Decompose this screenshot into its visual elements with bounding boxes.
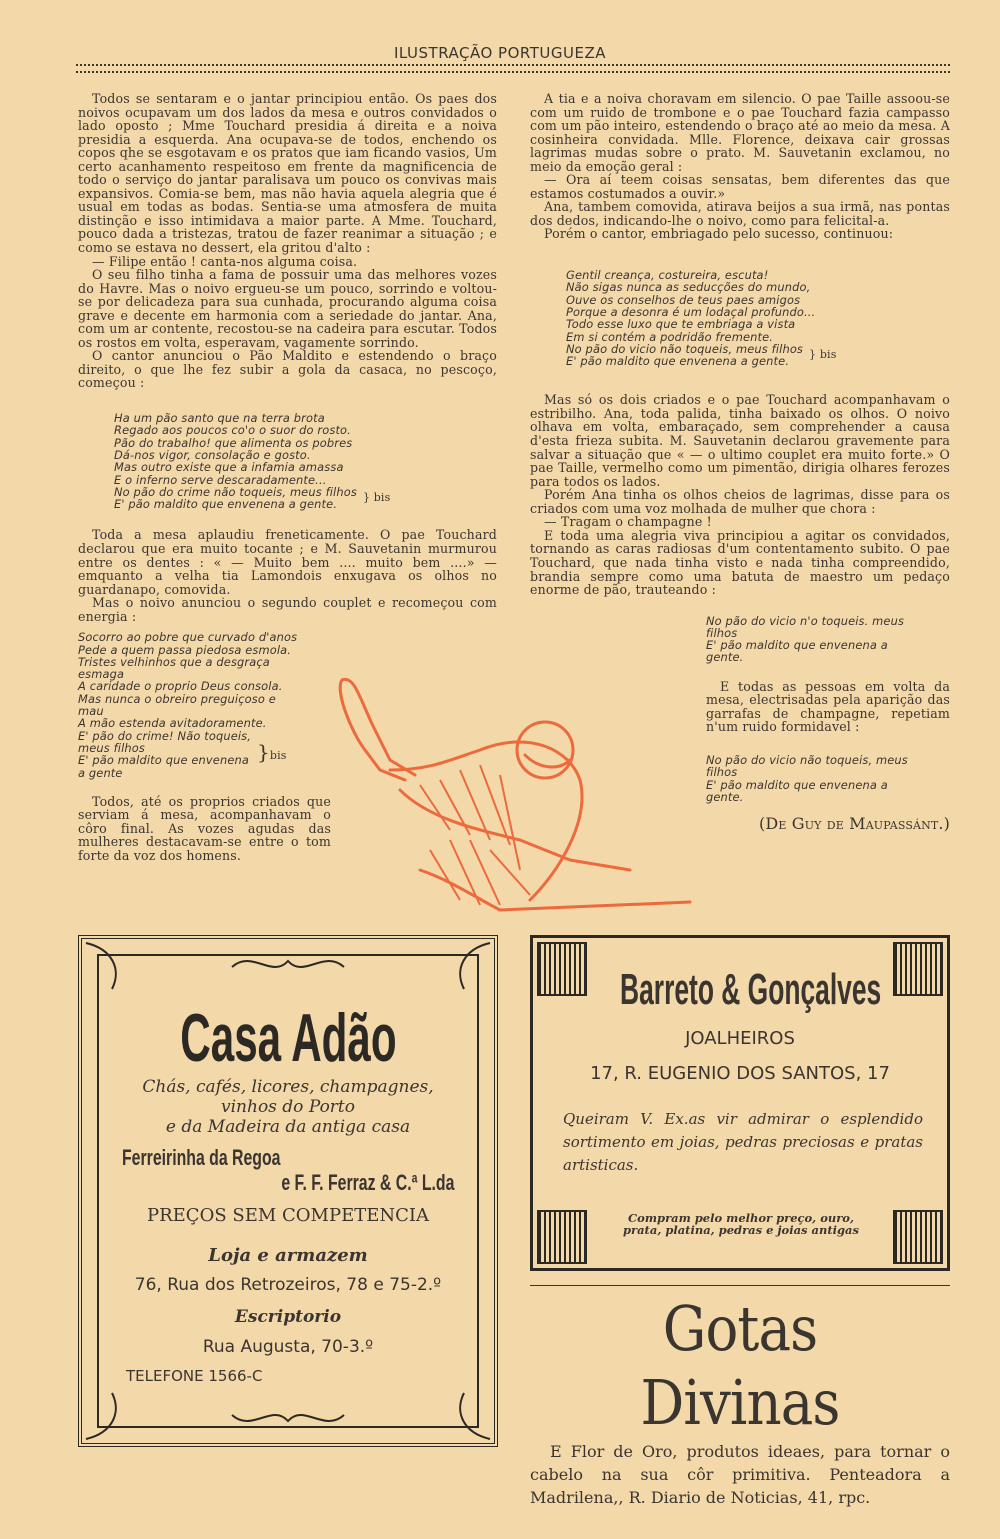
paragraph: O seu filho tinha a fama de possuir uma das melhores vozes do Havre. Mas o noivo ergueu-se um pouco, sorrindo e voltou-se por delicadeza para sua cunhada, procurando alguma coisa grave e decente em harmonia com a seriedade do jantar. Ana, com um ar contente, recostou-se na cadeira para escutar. Todos os rostos em volta, esperavam, vagamente sorrindo. xyxy=(78,267,497,350)
bis-mark: } bis xyxy=(809,347,837,361)
verse-line: Em si contém a podridão fremente. xyxy=(566,329,774,344)
ad-office-address: Rua Augusta, 70-3.º xyxy=(202,1337,374,1357)
verse-line: esmaga xyxy=(78,667,125,682)
verse-line: gente. xyxy=(706,650,744,665)
verse-line: E' pão maldito que envenena a gente. xyxy=(114,497,338,512)
ad-gotas-title: Gotas Divinas xyxy=(640,1292,840,1439)
ad-brand: Barreto & Gonçalves xyxy=(620,965,882,1014)
refrain xyxy=(566,343,950,368)
verse-line: Pão do trabalho! que alimenta os pobres xyxy=(114,435,353,450)
ad-barreto-name xyxy=(533,964,947,1015)
verse-line: No pão do vicio n'o toqueis. meus xyxy=(706,613,905,628)
raised-arm-outline xyxy=(340,680,405,780)
verse-line: Ha um pão santo que na terra brota xyxy=(114,411,325,426)
paragraph: Porém o cantor, embriagado pelo sucesso, continuou: xyxy=(544,226,894,242)
verse-line: gente. xyxy=(706,789,744,804)
paragraph: Mas só os dois criados e o pae Touchard acompanhavam o estribilho. Ana, toda palida, tinha baixado os olhos. O noivo olhava em volta, embaraçado, sem comprehender a causa d'esta frieza subita. M. Sauvetanin declarou gravemente para salvar a situação que « — o ultimo couplet era muito forte.» O pae Taille, vermelho como um pimentão, dirigia olhares ferozes para todos os lados. xyxy=(530,392,950,489)
magazine-header: ILUSTRAÇÃO PORTUGUEZA xyxy=(394,44,606,62)
paragraph: Ana, tambem comovida, atirava beijos a sua irmã, nas pontas dos dedos, indicando-lhe o noivo, como para felicital-a. xyxy=(530,199,950,228)
ad-store-label: Loja e armazem xyxy=(208,1245,368,1266)
verse-line: meus filhos xyxy=(78,740,145,755)
verse-line: E o inferno serve descaradamente... xyxy=(114,472,327,487)
verse-line: No pão do crime não toqueis, meus filhos xyxy=(114,484,357,499)
ad-brand: Casa Adão xyxy=(179,1000,397,1076)
paragraph: O cantor anunciou o Pão Maldito e estendendo o braço direito, o que lhe fez subir a gola da casaca, no pescoço, começou : xyxy=(78,348,497,391)
ad-line: e da Madeira da antiga casa xyxy=(165,1117,411,1137)
verse-line: Gentil creança, costureira, escuta! xyxy=(566,268,769,283)
ad-barreto-goncalves xyxy=(530,935,950,1271)
verse-line: E' pão do crime! Não toqueis, xyxy=(78,728,252,743)
verse-line: E' pão maldito que envenena a xyxy=(706,638,888,653)
verse-line: Mas outro existe que a infamia amassa xyxy=(114,460,344,475)
verse-line: mau xyxy=(78,704,104,719)
ad-line: vinhos do Porto xyxy=(221,1097,355,1117)
bis-label: bis xyxy=(373,490,391,504)
verse-line: Socorro ao pobre que curvado d'anos xyxy=(78,630,298,645)
ad-firm-text: Ferreirinha da Regoa xyxy=(122,1145,281,1170)
ad-phone: TELEFONE 1566-C xyxy=(126,1367,263,1385)
paragraph: Toda a mesa aplaudiu freneticamente. O pae Touchard declarou que era muito tocante ; e M. Sauvetanin murmurou entre os dentes : « — Muito bem .... muito bem ....» — emquanto a velha tia Lamondois enxugava os olhos no guardanapo, comovida. xyxy=(78,527,497,597)
verse-5 xyxy=(706,754,950,803)
verse-1 xyxy=(114,412,497,510)
bis-label: bis xyxy=(269,749,287,763)
verse-3 xyxy=(566,269,950,367)
verse-line: No pão do vicio não toqueis, meus xyxy=(706,752,908,767)
ad-firm-1 xyxy=(122,1145,342,1171)
ad-gotas-body: E Flor de Oro, produtos ideaes, para tornar o cabelo na sua côr primitiva. Penteadora a Madrilena,, R. Diario de Noticias, 41, rpc. xyxy=(530,1442,950,1507)
ad-prices: PREÇOS SEM COMPETENCIA xyxy=(147,1205,429,1226)
ad-trade: JOALHEIROS xyxy=(685,1028,795,1049)
paragraph: Todos, até os proprios criados que serviam á mesa, acompanhavam o côro final. As vozes agudas das mulheres destacavam-se entre o tom forte da voz dos homens. xyxy=(78,793,331,863)
verse-line: Dá-nos vigor, consolação e gosto. xyxy=(114,447,311,462)
ad-store-address: 76, Rua dos Retrozeiros, 78 e 75-2.º xyxy=(134,1275,442,1295)
ad-firm-2 xyxy=(214,1170,454,1196)
paragraph: Mas o noivo anunciou o segundo couplet e recomeçou com energia : xyxy=(78,595,497,624)
right-column xyxy=(530,91,950,834)
ad-body: Queiram V. Ex.as vir admirar o esplendido sortimento em joias, pedras preciosas e pratas artisticas. xyxy=(563,1110,923,1174)
ad-casa-adao xyxy=(78,935,498,1447)
header-rule xyxy=(76,64,950,73)
verse-line: A mão estenda avitadoramente. xyxy=(78,716,267,731)
verse-line: Mas nunca o obreiro preguiçoso e xyxy=(78,691,276,706)
refrain xyxy=(114,486,497,511)
verse-line: E' pão maldito que envenena a xyxy=(706,777,888,792)
paragraph: E toda uma alegria viva principiou a agitar os convidados, tornando as caras radiosas d'um contentamento subito. O pae Touchard, que nada tinha visto e nada tinha compreendido, brandia sempre como uma batuta de maestro um pedaço enorme de pão, trauteando : xyxy=(530,527,950,598)
verse-2 xyxy=(78,631,326,779)
verse-line: Pede a quem passa piedosa esmola. xyxy=(78,642,292,657)
ad-office-label: Escriptorio xyxy=(234,1307,342,1327)
refrain xyxy=(78,730,326,779)
verse-line: E' pão maldito que envenena a gente. xyxy=(566,354,790,369)
ad-line: Chás, cafés, licores, champagnes, xyxy=(142,1077,434,1097)
verse-line: filhos xyxy=(706,765,738,780)
verse-line: Todo esse luxo que te embriaga a vista xyxy=(566,317,796,332)
ad-gotas-divinas xyxy=(530,1285,950,1509)
verse-line: Tristes velhinhos que a desgraça xyxy=(78,654,270,669)
paragraph: — Filipe então ! canta-nos alguma coisa. xyxy=(92,253,358,269)
paragraph: Todos se sentaram e o jantar principiou então. Os paes dos noivos ocupavam um dos lados da mesa e outros convidados o lado oposto ; Mme Touchard presidia á direita e a noiva presidia a esquerda. Ana ocupava-se de todos, enchendo os copos qhe se esgotavam e os pratos que iam ficando vasios, Um certo acanhamento respeitoso em frente da magnificencia de todo o serviço do jantar paralisava um pouco os convivas mais expansivos. Comia-se bem, mas não havia aquela alegria que é usual em todas as bodas. Sentia-se uma atmosfera de muita distinção e isso intimidava a maior parte. A Mme. Touchard, pouco dada a tristezas, tratou de fazer reanimar a situação ; e como se estava no dessert, ela gritou d'alto : xyxy=(78,91,497,256)
paragraph: — Ora aí teem coisas sensatas, bem diferentes das que estamos costumados a ouvir.» xyxy=(530,172,950,201)
corner-ornament xyxy=(893,1210,943,1264)
verse-line: a gente xyxy=(78,765,123,780)
ad-footer: Compram pelo melhor preço, ouro, prata, platina, pedras e joias antigas xyxy=(623,1211,859,1237)
paragraph: E todas as pessoas em volta da mesa, electrisadas pela aparição das garrafas de champagne, repetiam n'um ruido formidavel : xyxy=(706,678,950,735)
paragraph: — Tragam o champagne ! xyxy=(544,514,712,530)
bis-mark: } bis xyxy=(362,490,391,504)
paragraph: Porém Ana tinha os olhos cheios de lagrimas, disse para os criados com uma voz molhada de mulher que chora : xyxy=(530,487,950,516)
ad-products xyxy=(82,1077,494,1137)
ad-address: 17, R. EUGENIO DOS SANTOS, 17 xyxy=(590,1063,890,1084)
verse-line: filhos xyxy=(706,625,738,640)
verse-line: Não sigas nunca as seducções do mundo, xyxy=(566,280,811,295)
verse-line: No pão do vicio não toqueis, meus filhos xyxy=(566,341,804,356)
author-signature: (De Guy de Maupassánt.) xyxy=(758,814,950,834)
verse-line: A caridade o proprio Deus consola. xyxy=(78,679,283,694)
verse-4 xyxy=(706,615,950,664)
corner-ornament xyxy=(537,1210,587,1264)
verse-line: Regado aos poucos co'o o suor do rosto. xyxy=(114,423,351,438)
bis-label: bis xyxy=(819,347,837,361)
ad-firm-text: e F. F. Ferraz & C.ª L.da xyxy=(280,1170,454,1195)
verse-line: Ouve os conselhos de teus paes amigos xyxy=(566,292,801,307)
bis-mark: }bis xyxy=(257,740,287,765)
ad-casa-adao-name xyxy=(82,999,494,1078)
verse-line: Porque a desonra é um lodaçal profundo... xyxy=(566,304,816,319)
paragraph: A tia e a noiva choravam em silencio. O pae Taille assoou-se com um ruido de trombone e o pae Touchard fazia campasso com um pão inteiro, estendendo o braço até ao meio da mesa. A cosinheira convidada. Mlle. Florence, deixava cair grossas lagrimas mudas sobre o prato. M. Sauvetanin exclamou, no meio da emoção geral : xyxy=(530,91,950,174)
verse-line: E' pão maldito que envenena xyxy=(78,753,249,768)
